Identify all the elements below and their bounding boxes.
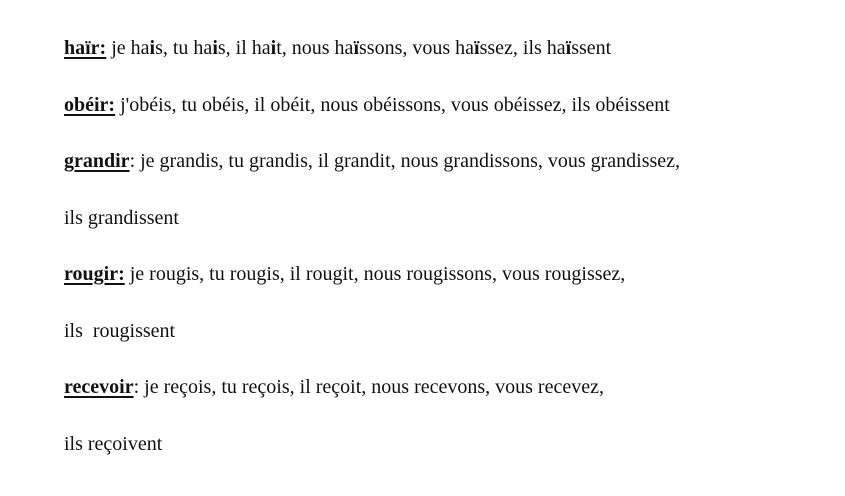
conjugation-text: j'obéis, tu obéis, il obéit, nous obéissons, vous obéissez, ils obéissent bbox=[115, 93, 670, 116]
verb-infinitive: rougir: bbox=[64, 263, 125, 285]
conjugation-text: ssez, ils ha bbox=[479, 37, 566, 59]
conjugation-text: ssons, vous ha bbox=[359, 37, 475, 59]
highlighted-letter: ï bbox=[353, 37, 359, 59]
conjugation-text: je rougis, tu rougis, il rougit, nous rougissons, vous rougissez, bbox=[124, 263, 626, 285]
highlighted-letter: i bbox=[149, 37, 156, 59]
highlighted-letter: ï bbox=[474, 37, 480, 59]
conjugation-text: ssent bbox=[571, 37, 612, 59]
conjugation-text: t, nous ha bbox=[276, 37, 354, 59]
line-recevoir bbox=[64, 373, 834, 401]
highlighted-letter: i bbox=[270, 37, 277, 59]
conjugation-text: je ha bbox=[106, 37, 150, 59]
line-grandir bbox=[64, 147, 834, 175]
verb-infinitive: grandir bbox=[64, 150, 130, 172]
conjugation-text: ils reçoivent bbox=[64, 432, 163, 455]
conjugation-text: s, tu ha bbox=[155, 37, 213, 59]
conjugation-text: ils grandissent bbox=[64, 206, 179, 229]
line-rougir-continued bbox=[64, 317, 834, 345]
conjugation-text: : je grandis, tu grandis, il grandit, nous grandissons, vous grandissez, bbox=[129, 150, 681, 172]
conjugation-text: s, il ha bbox=[217, 37, 271, 59]
line-hair bbox=[64, 34, 834, 62]
highlighted-letter: i bbox=[212, 37, 218, 59]
line-obeir bbox=[64, 91, 834, 119]
document-body bbox=[64, 34, 834, 486]
conjugation-text: : je reçois, tu reçois, il reçoit, nous recevons, vous recevez, bbox=[133, 376, 604, 398]
highlighted-letter: ï bbox=[565, 37, 572, 59]
conjugation-text: ils rougissent bbox=[64, 319, 176, 342]
line-recevoir-continued bbox=[64, 430, 834, 458]
verb-infinitive: recevoir bbox=[64, 376, 134, 398]
verb-infinitive: haïr: bbox=[64, 37, 107, 59]
line-grandir-continued bbox=[64, 204, 834, 232]
line-rougir bbox=[64, 260, 834, 288]
verb-infinitive: obéir: bbox=[64, 93, 116, 116]
